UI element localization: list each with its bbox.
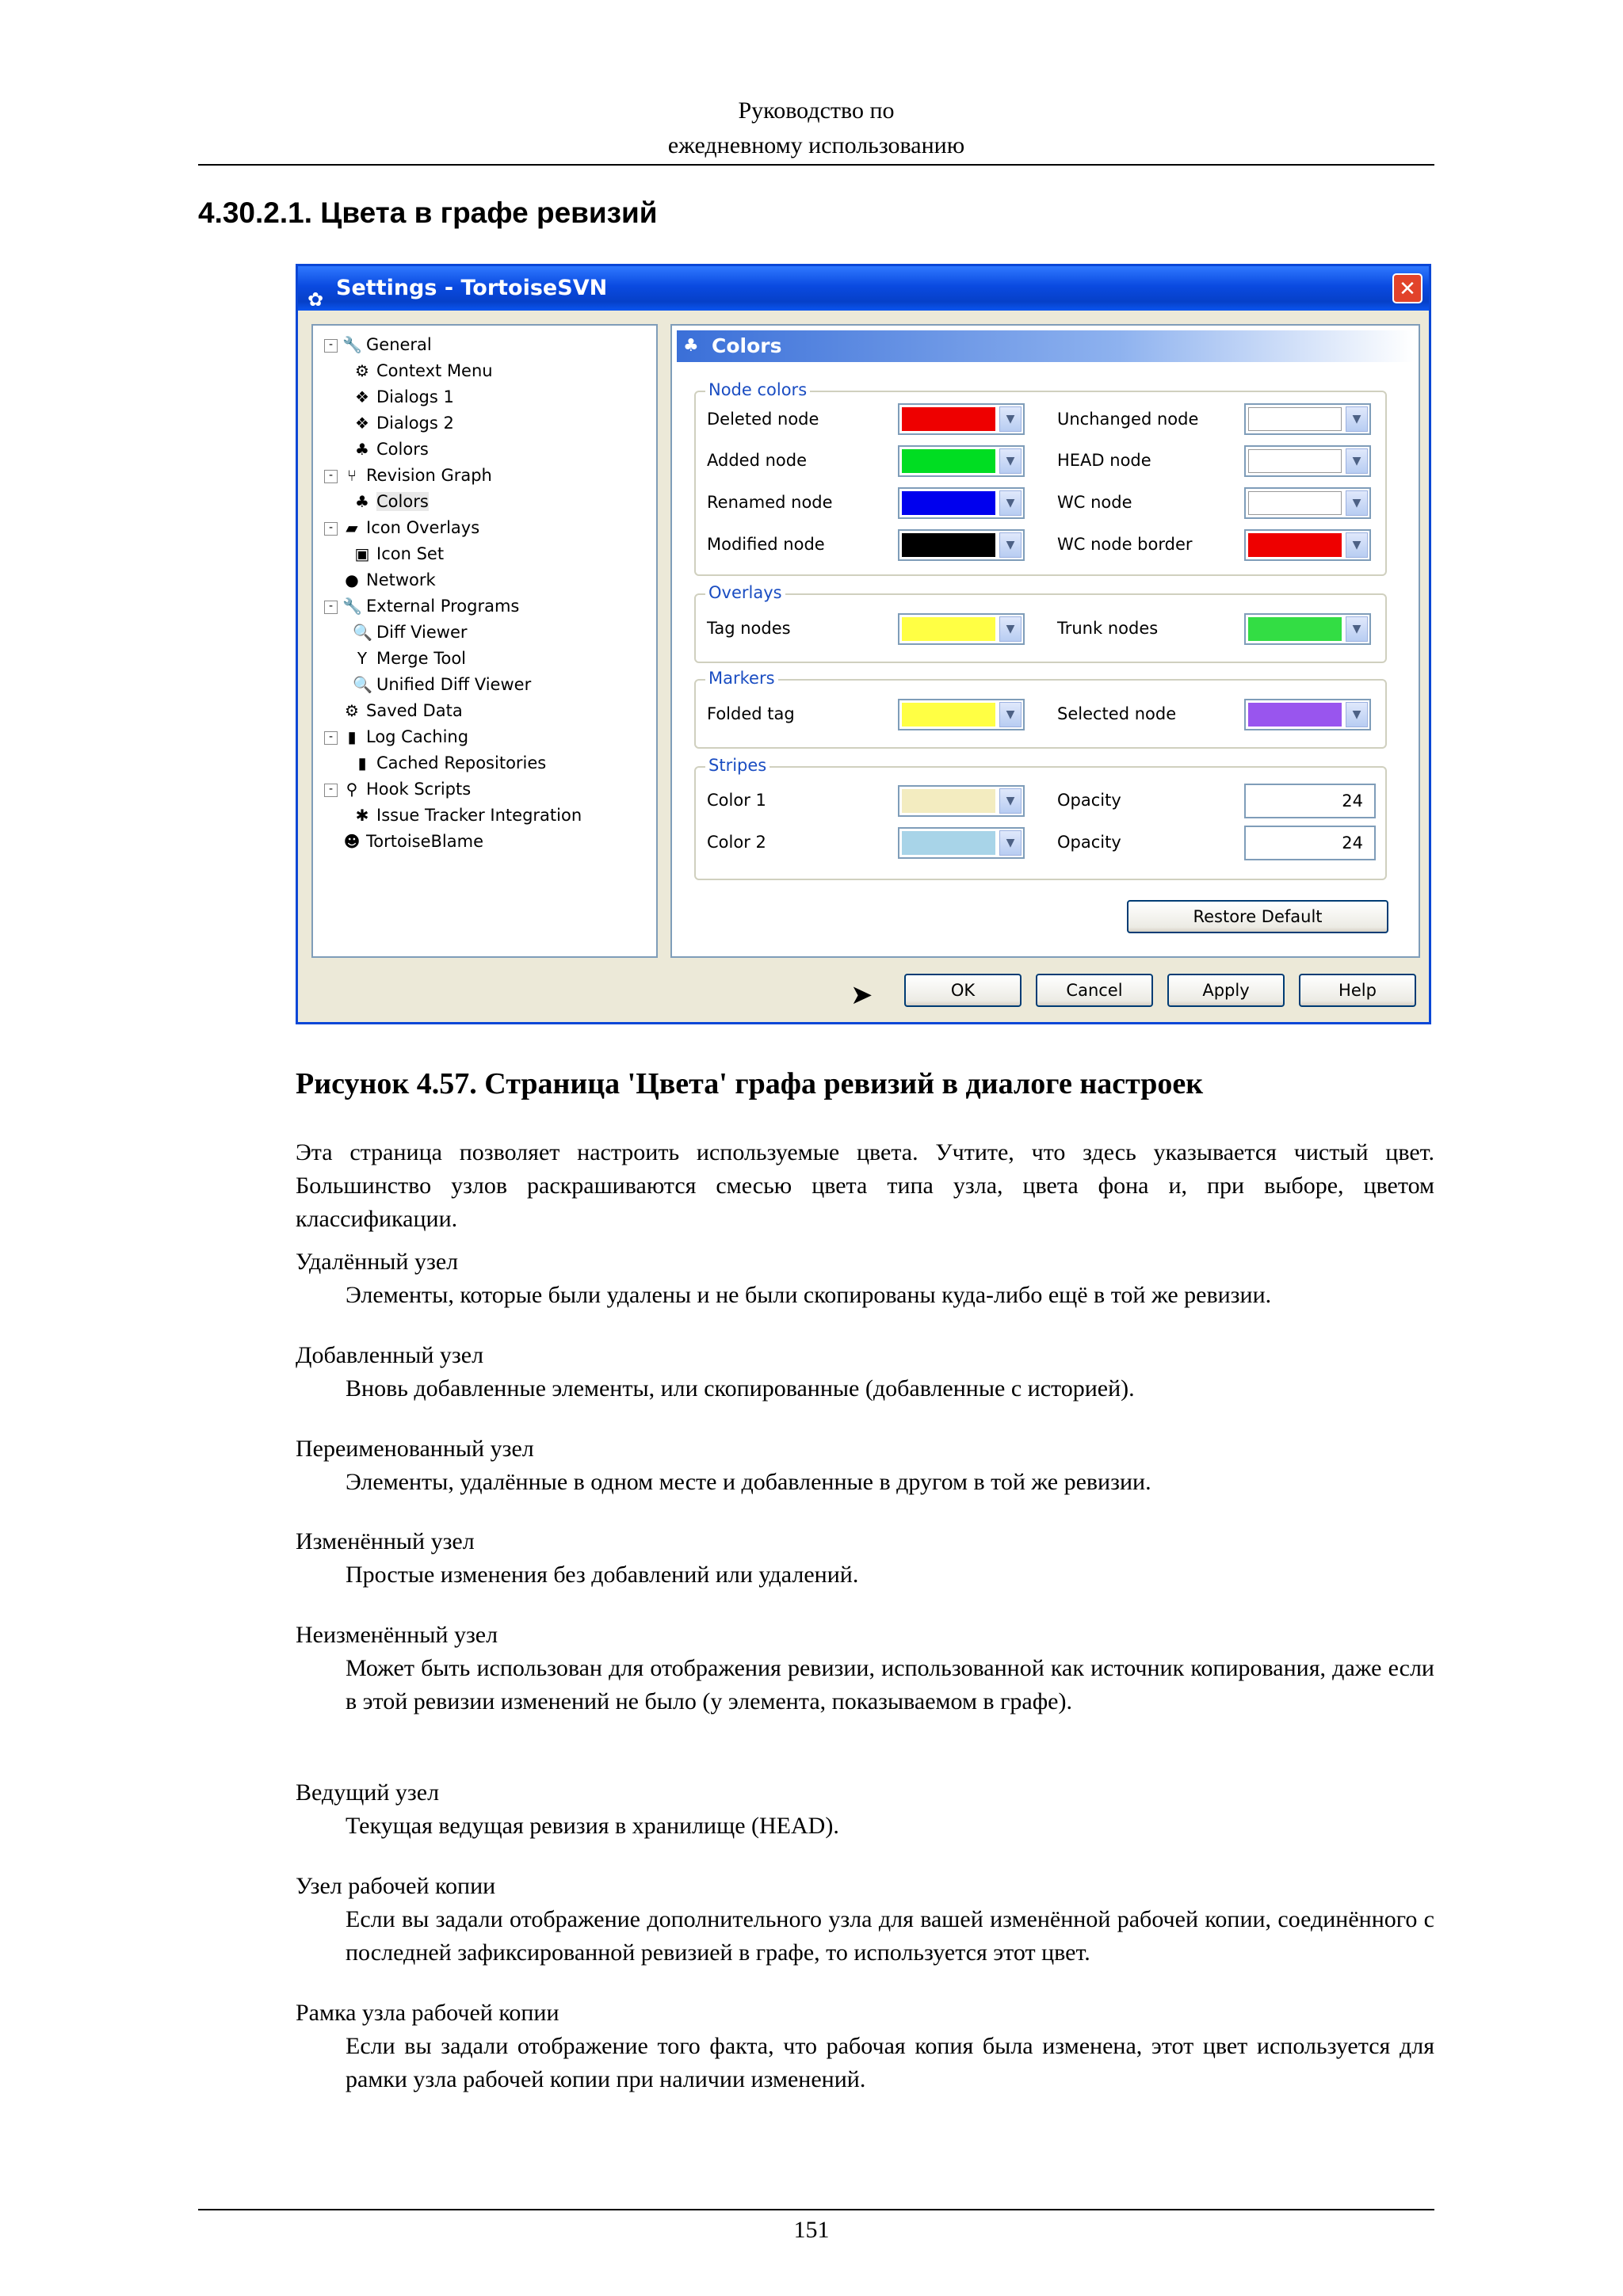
tree-item-label: Diff Viewer (376, 623, 468, 642)
chevron-down-icon[interactable]: ▼ (1346, 448, 1368, 474)
chevron-down-icon[interactable]: ▼ (999, 448, 1022, 474)
collapse-toggle-icon[interactable]: - (324, 731, 338, 745)
tree-item-label: General (366, 335, 432, 354)
panel-title: Colors (712, 334, 782, 357)
magnifier-icon: 🔍 (353, 675, 372, 694)
definition-term: Узел рабочей копии (296, 1873, 496, 1899)
chevron-down-icon[interactable]: ▼ (1346, 406, 1368, 432)
tree-item-label: Network (366, 570, 436, 589)
trunk-nodes-color-picker[interactable] (1244, 613, 1371, 645)
definition-text: Элементы, которые были удалены и не были скопированы куда-либо ещё в той же ревизии. (346, 1282, 1272, 1308)
tree-item-label: Cached Repositories (376, 753, 547, 772)
definition-term: Ведущий узел (296, 1779, 440, 1806)
definition-text: Если вы задали отображение того факта, что рабочая копия была изменена, этот цвет используется для рамки узла рабочей копии при наличии изменений. (346, 2033, 1434, 2092)
tree-item-label: Unified Diff Viewer (376, 675, 532, 694)
tree-item-label: TortoiseBlame (366, 832, 484, 851)
unchanged-node-color-picker[interactable] (1244, 403, 1371, 435)
restore-default-button[interactable]: Restore Default (1127, 900, 1388, 933)
tree-item-label: Colors (376, 440, 429, 459)
chevron-down-icon[interactable]: ▼ (999, 702, 1022, 727)
bug-icon: ✱ (355, 806, 369, 825)
tree-item[interactable] (353, 541, 444, 566)
running-header (198, 93, 1434, 163)
cancel-button[interactable]: Cancel (1036, 974, 1153, 1007)
collapse-toggle-icon[interactable]: - (324, 470, 338, 483)
tree-item[interactable] (324, 567, 436, 593)
color-2-picker[interactable] (898, 827, 1025, 859)
tree-item[interactable] (353, 358, 493, 383)
folded-tag-label: Folded tag (707, 704, 795, 723)
section-title: 4.30.2.1. Цвета в графе ревизий (198, 196, 658, 229)
settings-tree[interactable] (311, 324, 658, 958)
tree-item-label: Dialogs 1 (376, 387, 454, 406)
tree-item-label: Issue Tracker Integration (376, 806, 582, 825)
unchanged-node-swatch (1248, 407, 1342, 431)
folded-tag-color-picker[interactable] (898, 699, 1025, 730)
wrench-icon: 🔧 (342, 335, 362, 354)
definition-term: Добавленный узел (296, 1342, 484, 1368)
chevron-down-icon[interactable]: ▼ (999, 788, 1022, 814)
opacity-1-label: Opacity (1057, 791, 1121, 810)
user-icon: ☻ (343, 832, 361, 851)
header-line-2: ежедневному использованию (667, 132, 965, 158)
footer-rule (198, 2209, 1434, 2210)
head-node-color-picker[interactable] (1244, 445, 1371, 477)
definition-term: Удалённый узел (296, 1249, 459, 1275)
close-button[interactable]: ✕ (1392, 273, 1423, 303)
tree-item-label: Saved Data (366, 701, 463, 720)
chevron-down-icon[interactable]: ▼ (1346, 490, 1368, 516)
dialog-titlebar[interactable] (298, 266, 1429, 311)
tree-item[interactable] (353, 384, 454, 410)
added-node-color-picker[interactable] (898, 445, 1025, 477)
collapse-toggle-icon[interactable]: - (324, 601, 338, 614)
wrench-icon: 🔧 (342, 597, 362, 616)
collapse-toggle-icon[interactable]: - (324, 522, 338, 536)
page-number: 151 (793, 2217, 830, 2243)
tree-item[interactable] (353, 489, 429, 514)
folder-icon: ▰ (346, 518, 358, 537)
renamed-node-color-picker[interactable] (898, 487, 1025, 519)
tree-item[interactable] (353, 646, 466, 671)
chevron-down-icon[interactable]: ▼ (999, 490, 1022, 516)
wc-node-border-swatch (1248, 533, 1342, 557)
windows-icon: ❖ (355, 387, 369, 406)
stripes-label: Stripes (705, 756, 769, 775)
definition-text: Вновь добавленные элементы, или скопированные (добавленные с историей). (346, 1375, 1135, 1402)
database-icon: ▮ (357, 753, 367, 772)
tree-item[interactable] (324, 776, 471, 802)
tree-item-label: Hook Scripts (366, 780, 472, 799)
tree-item[interactable] (324, 515, 479, 540)
collapse-toggle-icon[interactable]: - (324, 339, 338, 353)
overlays-label: Overlays (705, 583, 785, 602)
definition-text: Простые изменения без добавлений или удалений. (346, 1562, 859, 1588)
tree-item[interactable] (324, 698, 463, 723)
header-rule (198, 164, 1434, 166)
apply-button[interactable]: Apply (1167, 974, 1285, 1007)
wc-node-label: WC node (1057, 493, 1132, 512)
tree-item[interactable] (324, 829, 483, 854)
selected-node-swatch (1248, 703, 1342, 727)
windows-icon: ❖ (355, 414, 369, 433)
unchanged-node-label: Unchanged node (1057, 410, 1199, 429)
opacity-2-input[interactable]: 24 (1244, 826, 1376, 860)
deleted-node-swatch (902, 407, 995, 431)
hook-icon: ⚲ (346, 780, 358, 799)
intro-paragraph: Эта страница позволяет настроить используемые цвета. Учтите, что здесь указывается чистый цвет. Большинство узлов раскрашиваются смесью цвета типа узла, цвета фона и, при выборе, цветом классификации. (296, 1139, 1434, 1232)
definition-term: Неизменённый узел (296, 1622, 498, 1648)
icon-set-icon: ▣ (354, 544, 370, 563)
deleted-node-color-picker[interactable] (898, 403, 1025, 435)
help-button[interactable]: Help (1299, 974, 1416, 1007)
tree-item-label: Revision Graph (366, 466, 492, 485)
definition-text: Элементы, удалённые в одном месте и добавленные в другом в той же ревизии. (346, 1469, 1151, 1495)
opacity-1-input[interactable]: 24 (1244, 784, 1376, 818)
palette-icon: ♣ (683, 336, 699, 356)
modified-node-color-picker[interactable] (898, 529, 1025, 561)
magnifier-icon: 🔍 (353, 623, 372, 642)
definition-term: Переименованный узел (296, 1436, 534, 1462)
definition-term: Изменённый узел (296, 1528, 475, 1554)
added-node-label: Added node (707, 451, 807, 470)
graph-icon: ⑂ (347, 466, 357, 485)
collapse-toggle-icon[interactable]: - (324, 784, 338, 797)
tag-nodes-color-picker[interactable] (898, 613, 1025, 645)
tree-item-label: Log Caching (366, 727, 469, 746)
chevron-down-icon[interactable]: ▼ (1346, 532, 1368, 558)
chevron-down-icon[interactable]: ▼ (999, 616, 1022, 642)
settings-dialog (296, 264, 1431, 1024)
tree-item-label: Dialogs 2 (376, 414, 454, 433)
tag-nodes-label: Tag nodes (707, 619, 791, 638)
wc-node-color-picker[interactable] (1244, 487, 1371, 519)
renamed-node-label: Renamed node (707, 493, 833, 512)
trunk-nodes-label: Trunk nodes (1057, 619, 1159, 638)
deleted-node-label: Deleted node (707, 410, 819, 429)
colors-panel (670, 324, 1420, 958)
tree-item[interactable] (324, 332, 432, 357)
folded-tag-swatch (902, 703, 995, 727)
globe-icon: ● (345, 570, 359, 589)
modified-node-label: Modified node (707, 535, 825, 554)
chevron-down-icon[interactable]: ▼ (999, 532, 1022, 558)
tree-item[interactable] (324, 463, 492, 488)
tree-item-label: External Programs (366, 597, 520, 616)
tree-item-label: Icon Set (376, 544, 445, 563)
tree-item[interactable] (324, 593, 519, 619)
definition-text: Текущая ведущая ревизия в хранилище (HEAD). (346, 1813, 839, 1839)
mouse-cursor-icon: ➤ (850, 979, 873, 1011)
tag-nodes-swatch (902, 617, 995, 641)
tree-item-label: Icon Overlays (366, 518, 480, 537)
wc-node-border-color-picker[interactable] (1244, 529, 1371, 561)
node-colors-label: Node colors (705, 380, 810, 399)
tree-item[interactable] (353, 410, 454, 436)
tree-item[interactable] (353, 672, 531, 697)
tree-item-label: Context Menu (376, 361, 493, 380)
head-node-swatch (1248, 449, 1342, 473)
header-line-1: Руководство по (738, 97, 895, 124)
tree-item[interactable] (353, 803, 582, 828)
opacity-2-label: Opacity (1057, 833, 1121, 852)
ok-button[interactable]: OK (904, 974, 1022, 1007)
renamed-node-swatch (902, 491, 995, 515)
database-icon: ▮ (347, 727, 357, 746)
modified-node-swatch (902, 533, 995, 557)
tree-item[interactable] (353, 437, 429, 462)
trunk-nodes-swatch (1248, 617, 1342, 641)
panel-header (677, 330, 1414, 362)
color-2-label: Color 2 (707, 833, 766, 852)
tortoise-icon: ✿ (307, 288, 324, 311)
gear-icon: ⚙ (345, 701, 359, 720)
tree-item[interactable] (324, 724, 468, 749)
definition-text: Может быть использован для отображения ревизии, использованной как источник копирования, даже если в этой ревизии изменений не было (у элемента, показываемом в графе). (346, 1655, 1434, 1714)
definition-text: Если вы задали отображение дополнительного узла для вашей изменённой рабочей копии, соединённого с последней зафиксированной ревизией в графе, то используется этот цвет. (346, 1906, 1434, 1966)
markers-label: Markers (705, 669, 778, 688)
merge-icon: Y (357, 649, 368, 668)
tree-item[interactable] (353, 620, 468, 645)
tree-item[interactable] (353, 750, 546, 776)
color-1-picker[interactable] (898, 785, 1025, 817)
added-node-swatch (902, 449, 995, 473)
palette-icon: ♣ (355, 492, 369, 511)
tree-item-label: Colors (376, 492, 429, 511)
gear-icon: ⚙ (355, 361, 369, 380)
dialog-title: Settings - TortoiseSVN (336, 276, 608, 300)
selected-node-color-picker[interactable] (1244, 699, 1371, 730)
selected-node-label: Selected node (1057, 704, 1177, 723)
chevron-down-icon[interactable]: ▼ (1346, 702, 1368, 727)
figure-caption: Рисунок 4.57. Страница 'Цвета' графа ревизий в диалоге настроек (296, 1067, 1204, 1100)
color-1-label: Color 1 (707, 791, 766, 810)
palette-icon: ♣ (355, 440, 369, 459)
definition-term: Рамка узла рабочей копии (296, 2000, 559, 2026)
chevron-down-icon[interactable]: ▼ (999, 406, 1022, 432)
chevron-down-icon[interactable]: ▼ (1346, 616, 1368, 642)
color-2-swatch (902, 831, 995, 855)
color-1-swatch (902, 789, 995, 813)
head-node-label: HEAD node (1057, 451, 1151, 470)
wc-node-border-label: WC node border (1057, 535, 1193, 554)
chevron-down-icon[interactable]: ▼ (999, 830, 1022, 856)
tree-item-label: Merge Tool (376, 649, 467, 668)
wc-node-swatch (1248, 491, 1342, 515)
